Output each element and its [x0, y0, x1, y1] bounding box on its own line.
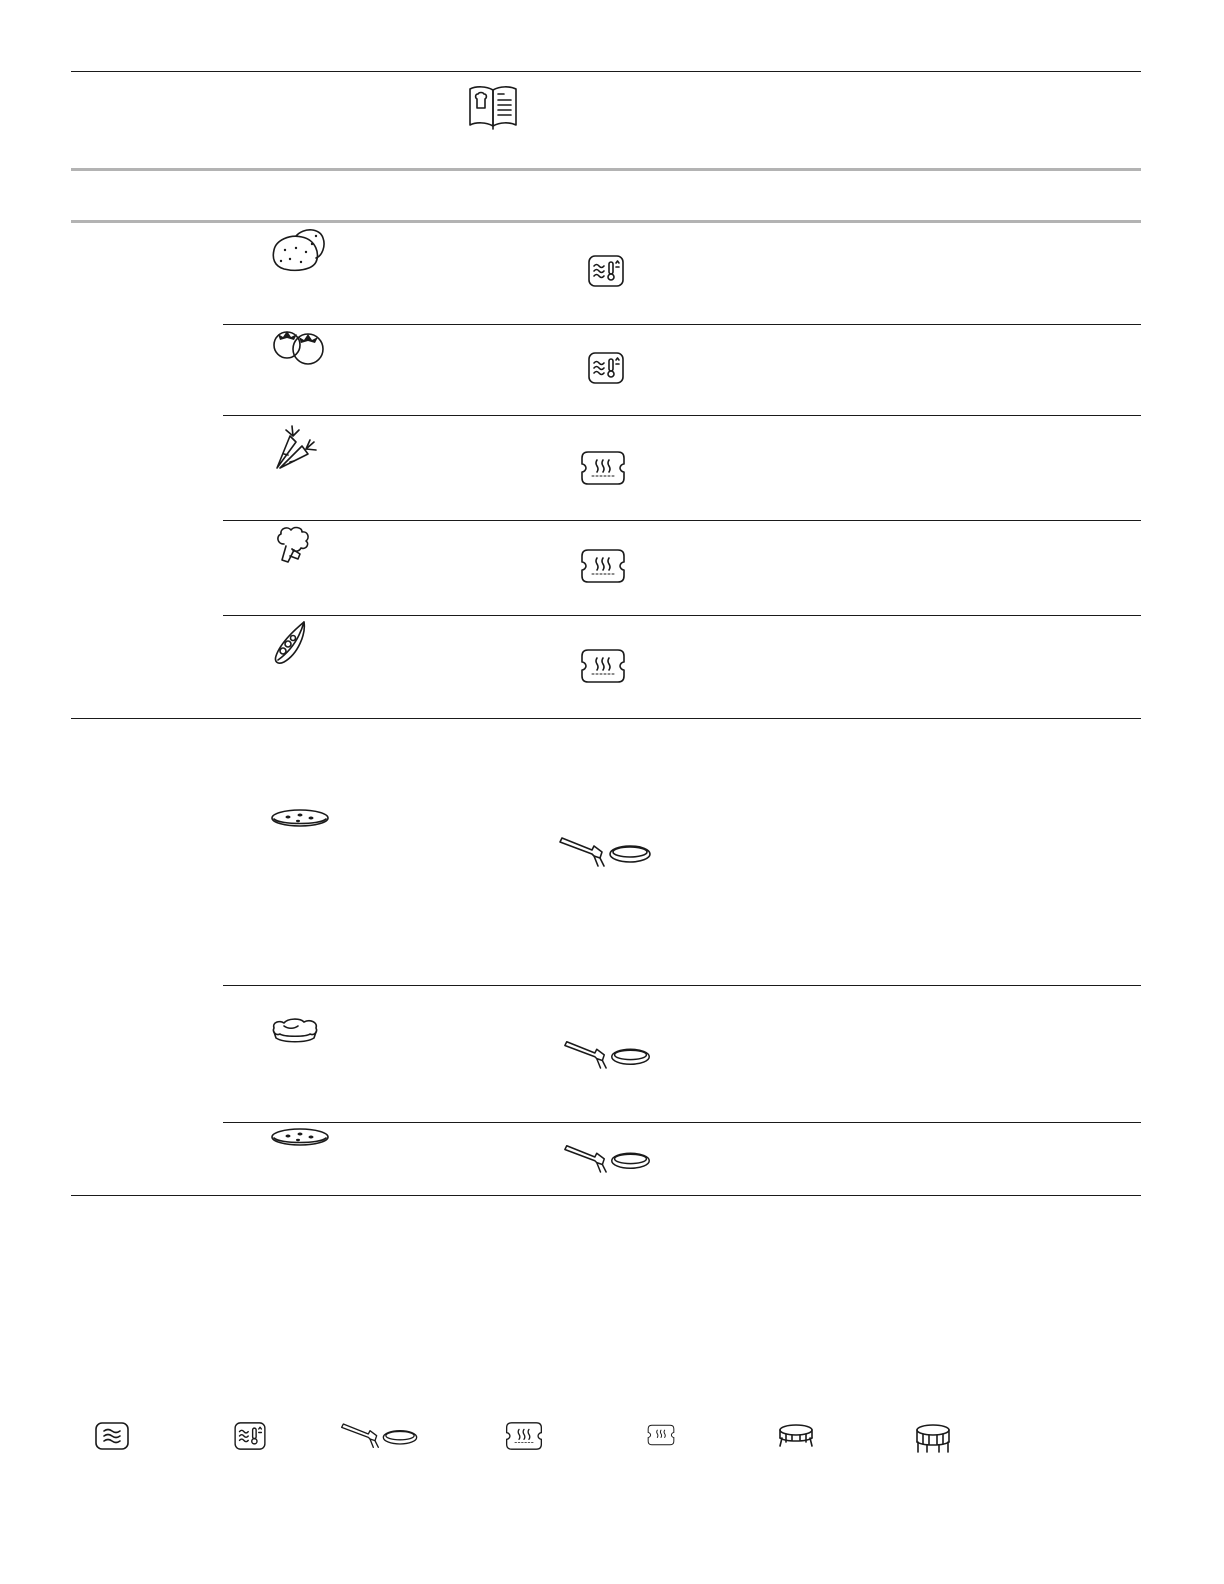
header-divider [71, 168, 1141, 171]
crisp-plate-handle-icon [563, 1036, 653, 1070]
row-divider [223, 1122, 1141, 1123]
row-divider [223, 324, 1141, 325]
pie-icon [270, 1018, 320, 1044]
row-divider [223, 615, 1141, 616]
tomatoes-icon [272, 328, 328, 364]
row-divider [223, 985, 1141, 986]
carrots-icon [272, 424, 318, 470]
steam-dish-icon [580, 648, 626, 684]
microwave-icon [95, 1422, 129, 1450]
row-divider [223, 520, 1141, 521]
pizza-icon [270, 808, 330, 828]
potatoes-icon [270, 228, 326, 272]
table-bottom-rule [71, 1195, 1141, 1196]
crisp-plate-handle-icon [563, 1140, 653, 1174]
broccoli-icon [274, 526, 314, 566]
low-rack-icon [778, 1424, 814, 1448]
crisp-plate-handle-icon [340, 1418, 420, 1450]
steam-dish-small-icon [646, 1424, 676, 1446]
pizza-icon [270, 1127, 330, 1147]
table-top-rule [71, 71, 1141, 72]
steam-dish-icon [580, 548, 626, 584]
steam-dish-icon [580, 450, 626, 486]
steam-dish-icon [505, 1421, 543, 1451]
recipe-book-icon [468, 84, 518, 130]
microwave-sensor-icon [588, 352, 624, 384]
crisp-plate-handle-icon [558, 832, 654, 868]
microwave-sensor-icon [588, 255, 624, 287]
peas-icon [270, 620, 310, 666]
high-rack-icon [915, 1424, 951, 1454]
header-bottom-divider [71, 220, 1141, 223]
microwave-sensor-icon [233, 1422, 267, 1450]
row-divider [223, 415, 1141, 416]
section-divider [71, 718, 1141, 719]
